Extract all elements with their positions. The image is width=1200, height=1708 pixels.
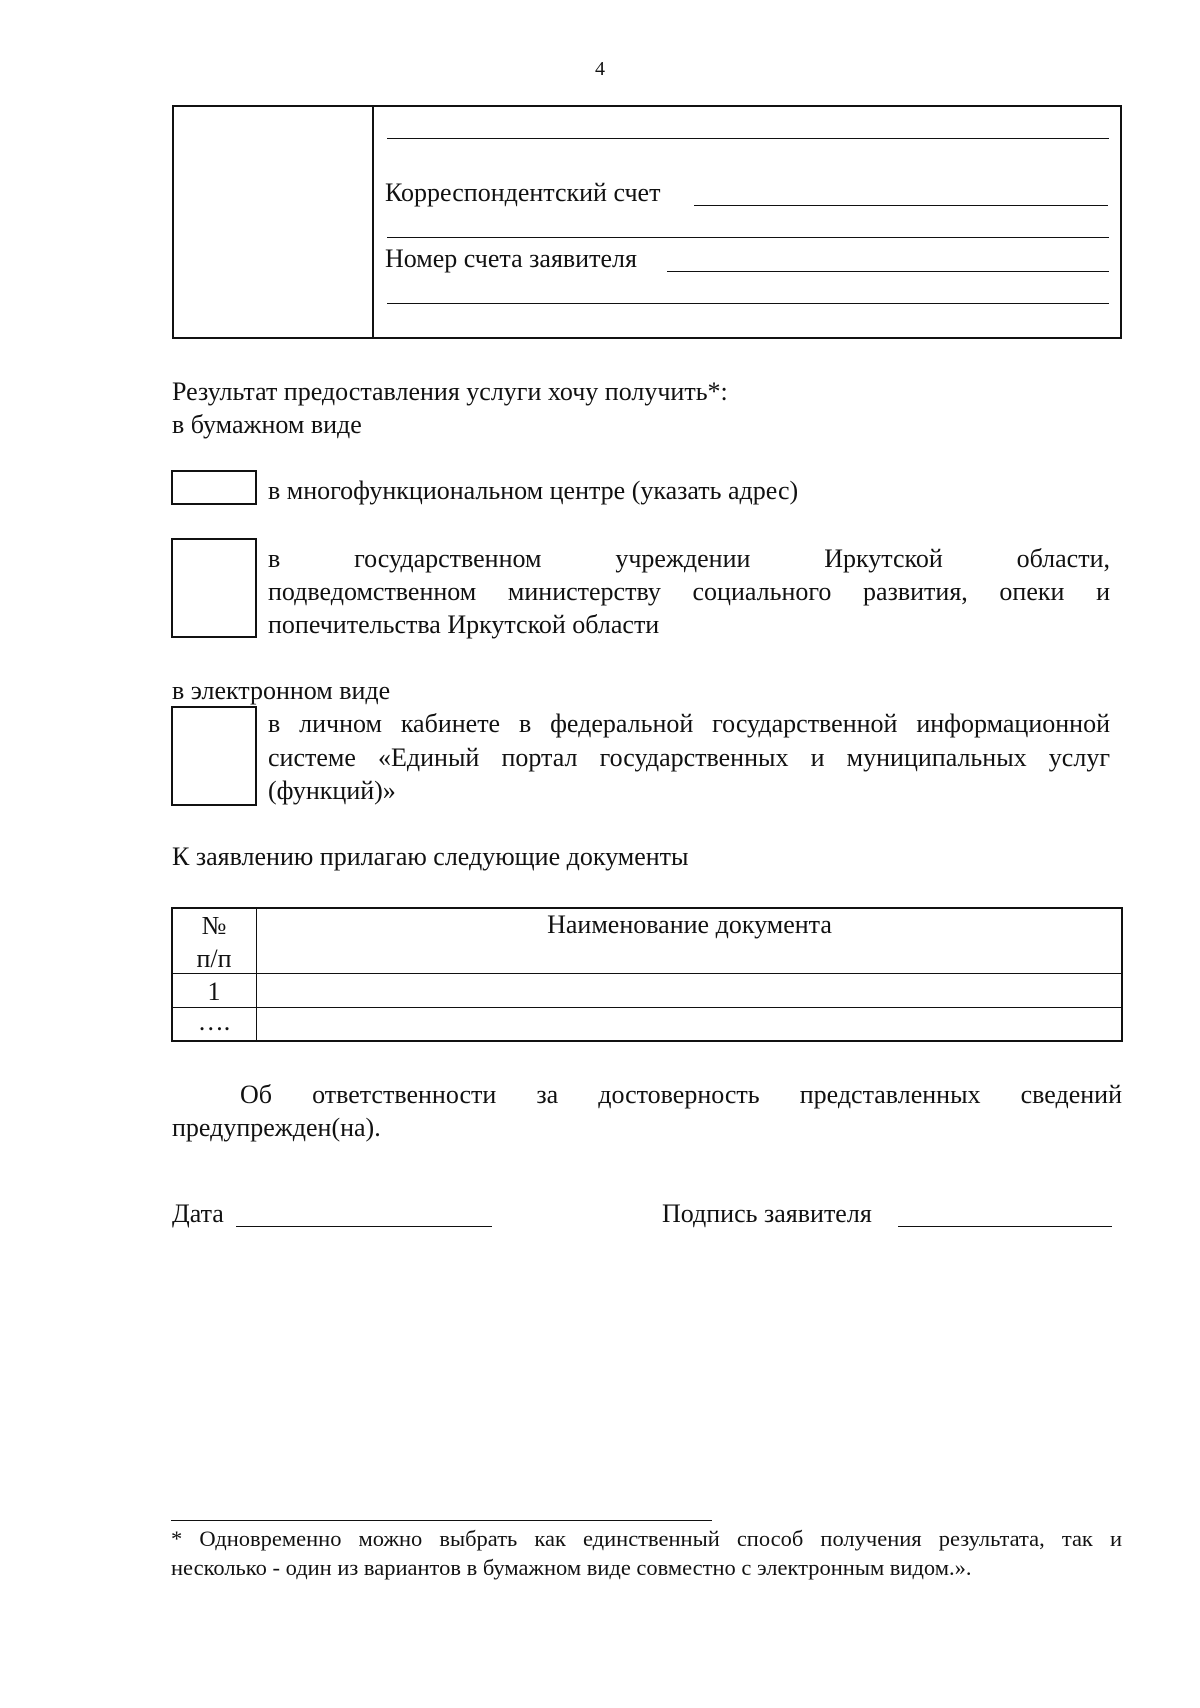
signature-label: Подпись заявителя: [662, 1199, 872, 1228]
option-state-line-2: подведомственном министерству социального развития, опеки и: [268, 577, 1110, 606]
paper-form-label: в бумажном виде: [172, 410, 362, 439]
responsibility-line-2: предупрежден(на).: [172, 1113, 381, 1142]
table-row-1-number: 1: [207, 977, 221, 1006]
bank-table-divider: [372, 105, 374, 339]
col-num-header-line-2: п/п: [196, 944, 232, 973]
result-heading: Результат предоставления услуги хочу получить*:: [172, 377, 728, 406]
bank-blank-line-2[interactable]: [387, 237, 1109, 238]
col-num-header-line-1: №: [201, 911, 227, 940]
mfc-checkbox[interactable]: [171, 470, 257, 505]
applicant-account-field[interactable]: [667, 271, 1109, 272]
bank-blank-line-3[interactable]: [387, 303, 1109, 304]
bank-blank-line-1[interactable]: [387, 138, 1109, 139]
documents-table-row-divider: [171, 1007, 1123, 1008]
state-institution-checkbox[interactable]: [171, 538, 257, 638]
documents-table-column-divider: [256, 907, 257, 1042]
signature-field[interactable]: [898, 1226, 1112, 1227]
option-state-line-3: попечительства Иркутской области: [268, 610, 660, 639]
correspondent-account-field[interactable]: [694, 205, 1108, 206]
footnote-line-1: * Одновременно можно выбрать как единственный способ получения результата, так и: [171, 1526, 1122, 1551]
table-row-1-document-cell[interactable]: [258, 975, 1121, 1006]
table-row-2-document-cell[interactable]: [258, 1009, 1121, 1040]
portal-checkbox[interactable]: [171, 706, 257, 806]
option-portal-line-3: (функций)»: [268, 776, 396, 805]
col-name-header: Наименование документа: [547, 910, 832, 939]
correspondent-account-label: Корреспондентский счет: [385, 178, 661, 207]
documents-heading: К заявлению прилагаю следующие документы: [172, 842, 689, 871]
option-portal-line-1: в личном кабинете в федеральной государственной информационной: [268, 709, 1110, 738]
electronic-form-label: в электронном виде: [172, 676, 391, 705]
applicant-account-label: Номер счета заявителя: [385, 244, 637, 273]
footnote-separator: [171, 1520, 712, 1521]
option-portal-line-2: системе «Единый портал государственных и муниципальных услуг: [268, 743, 1110, 772]
table-row-2-number: ….: [197, 1007, 231, 1036]
responsibility-line-1: Об ответственности за достоверность представленных сведений: [240, 1080, 1122, 1109]
footnote-line-2: несколько - один из вариантов в бумажном виде совместно с электронным видом.».: [171, 1555, 972, 1580]
page-number: 4: [595, 58, 605, 80]
option-state-line-1: в государственном учреждении Иркутской области,: [268, 544, 1110, 573]
documents-table-header-divider: [171, 973, 1123, 974]
date-field[interactable]: [236, 1226, 492, 1227]
date-label: Дата: [172, 1199, 224, 1228]
option-mfc-label: в многофункциональном центре (указать адрес): [268, 476, 799, 505]
